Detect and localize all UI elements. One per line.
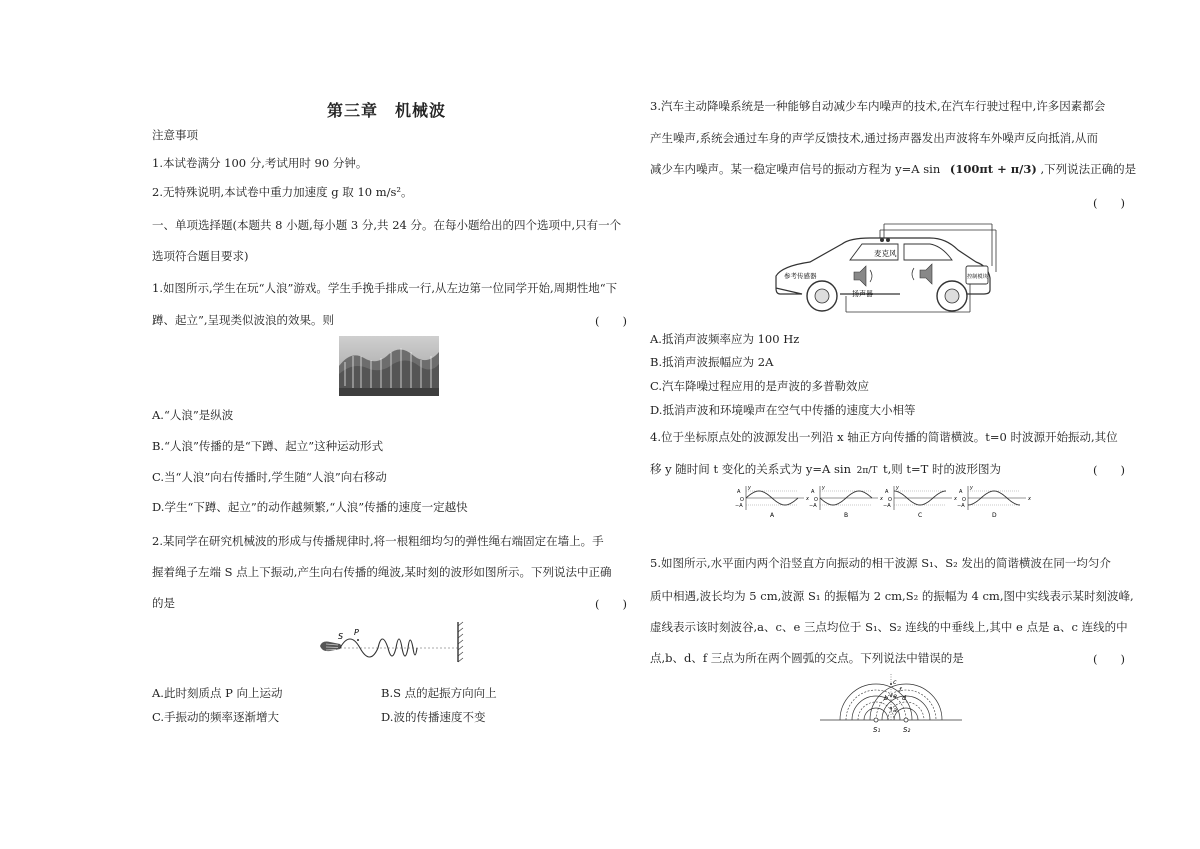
q3-option-a: A.抵消声波频率应为 100 Hz [650,332,800,346]
q1-option-c: C.当“人浪”向右传播时,学生随“人浪”向右移动 [152,470,387,484]
section-heading-line1: 一、单项选择题(本题共 8 小题,每小题 3 分,共 24 分。在每小题给出的四个选项中,只有一个 [152,218,622,232]
label-d: d [902,694,907,702]
label-s2: S₂ [903,726,911,734]
q3-option-c: C.汽车降噪过程应用的是声波的多普勒效应 [650,379,870,393]
tick-neg: −A [809,503,817,509]
origin-label: O [740,497,744,503]
q1-option-a: A.“人浪”是纵波 [152,408,234,422]
q1-stem-line2: 蹲、起立”,呈现类似波浪的效果。则 [152,313,335,327]
q3-stem-line1: 3.汽车主动降噪系统是一种能够自动减少车内噪声的技术,在汽车行驶过程中,许多因素都会 [650,99,1106,113]
origin-label: O [962,497,966,503]
q4-stem-line2 [650,462,1001,478]
section-heading-line2: 选项符合题目要求) [152,249,249,263]
q3-stem-line3 [650,162,1136,176]
q2-answer-paren: ( ) [595,597,627,611]
hand-icon [320,642,342,652]
tick-neg: −A [957,503,965,509]
notes-item-2: 2.无特殊说明,本试卷中重力加速度 g 取 10 m/s²。 [152,185,413,199]
speaker-left-icon [854,266,872,286]
q2-rope-wave-figure [318,618,468,664]
q4-stem-part2: t,则 t=T 时的波形图为 [882,462,1001,476]
label-control: 控制模块 [967,274,988,280]
q2-stem-line1: 2.某同学在研究机械波的形成与传播规律时,将一根粗细均匀的弹性绳右端固定在墙上。手 [152,534,604,548]
page-title: 第三章 机械波 [327,101,447,120]
label-s1: S₁ [873,726,881,734]
q5-stem-line4: 点,b、d、f 三点为所在两个圆弧的交点。下列说法中错误的是 [650,651,964,665]
q3-stem-line2: 产生噪声,系统会通过车身的声学反馈技术,通过扬声器发出声波将车外噪声反向抵消,从而 [650,131,1098,145]
axis-x-label: x [806,496,809,502]
q2-option-c: C.手振动的频率逐渐增大 [152,710,280,724]
microphone-icon [880,238,884,242]
q2-option-d: D.波的传播速度不变 [381,710,486,724]
q5-stem-line2: 质中相遇,波长均为 5 cm,波源 S₁ 的振幅为 2 cm,S₂ 的振幅为 4 cm,图中实线表示某时刻波峰, [650,589,1134,603]
q5-interference-figure [816,670,966,738]
q1-option-b: B.“人浪”传播的是“下蹲、起立”这种运动形式 [152,439,384,453]
q2-stem-line2: 握着绳子左端 S 点上下振动,产生向右传播的绳波,某时刻的波形如图所示。下列说法中正确 [152,565,612,579]
q3-option-d: D.抵消声波和环境噪声在空气中传播的速度大小相等 [650,403,916,417]
q4-answer-paren: ( ) [1093,463,1125,477]
q4-wave-graphs [735,484,1031,519]
q2-option-b: B.S 点的起振方向向上 [381,686,497,700]
label-a: a [893,706,897,714]
label-c: c [893,678,897,686]
q4-graph-B [809,485,883,519]
q4-stem-part1: 移 y 随时间 t 变化的关系式为 y=A sin [650,462,851,476]
q4-graph-C [883,485,957,519]
q5-answer-paren: ( ) [1093,652,1125,666]
q3-car-figure [770,216,1000,320]
q3-formula: (100πt + π/3) [949,162,1037,176]
q2-option-a: A.此时刻质点 P 向上运动 [152,686,283,700]
axis-y-label: y [896,485,899,491]
graph-label: D [992,512,997,519]
speaker-right-icon [912,264,932,284]
graph-label: C [918,512,923,519]
label-mic: 麦克风 [874,249,897,258]
q3-stem-tail: ,下列说法正确的是 [1040,162,1137,176]
label-f: f [899,686,902,694]
q1-stem-line1: 1.如图所示,学生在玩“人浪”游戏。学生手挽手排成一行,从左边第一位同学开始,周期性地“下 [152,281,618,295]
notes-heading: 注意事项 [152,128,198,142]
label-speaker: 扬声器 [852,290,873,298]
axis-x-label: x [1028,496,1031,502]
tick-neg: −A [883,503,891,509]
graph-label: A [770,512,775,519]
q5-stem-line1: 5.如图所示,水平面内两个沿竖直方向振动的相干波源 S₁、S₂ 发出的简谐横波在同一均匀介 [650,556,1111,570]
q4-graph-D [957,485,1031,519]
axis-x-label: x [954,496,957,502]
q3-option-b: B.抵消声波振幅应为 2A [650,355,774,369]
label-s: S [338,632,344,641]
q2-stem-line3: 的是 [152,596,175,610]
q1-human-wave-photo [339,336,439,396]
label-ref-sensor: 参考传感器 [784,272,817,280]
axis-y-label: y [748,485,751,491]
tick-pos: A [885,489,889,495]
q3-stem-text: 减少车内噪声。某一稳定噪声信号的振动方程为 y=A sin [650,162,941,176]
origin-label: O [814,497,818,503]
axis-y-label: y [822,485,825,491]
tick-neg: −A [735,503,743,509]
graph-label: B [844,512,849,519]
q1-answer-paren: ( ) [595,314,627,328]
tick-pos: A [737,489,741,495]
q4-stem-line1: 4.位于坐标原点处的波源发出一列沿 x 轴正方向传播的简谐横波。t=0 时波源开始振动,其位 [650,430,1118,444]
origin-label: O [888,497,892,503]
tick-pos: A [959,489,963,495]
notes-item-1: 1.本试卷满分 100 分,考试用时 90 分钟。 [152,156,368,170]
q4-graph-A [735,485,809,519]
label-e: e [893,692,897,700]
q3-answer-paren: ( ) [1093,196,1125,210]
q4-fraction: 2π/T [856,466,878,476]
q1-option-d: D.学生“下蹲、起立”的动作越频繁,“人浪”传播的速度一定越快 [152,500,468,514]
tick-pos: A [811,489,815,495]
axis-y-label: y [970,485,973,491]
label-p: P [354,628,359,637]
axis-x-label: x [880,496,883,502]
q5-stem-line3: 虚线表示该时刻波谷,a、c、e 三点均位于 S₁、S₂ 连线的中垂线上,其中 e 点是 a、c 连线的中 [650,620,1128,634]
label-b: b [884,694,889,702]
